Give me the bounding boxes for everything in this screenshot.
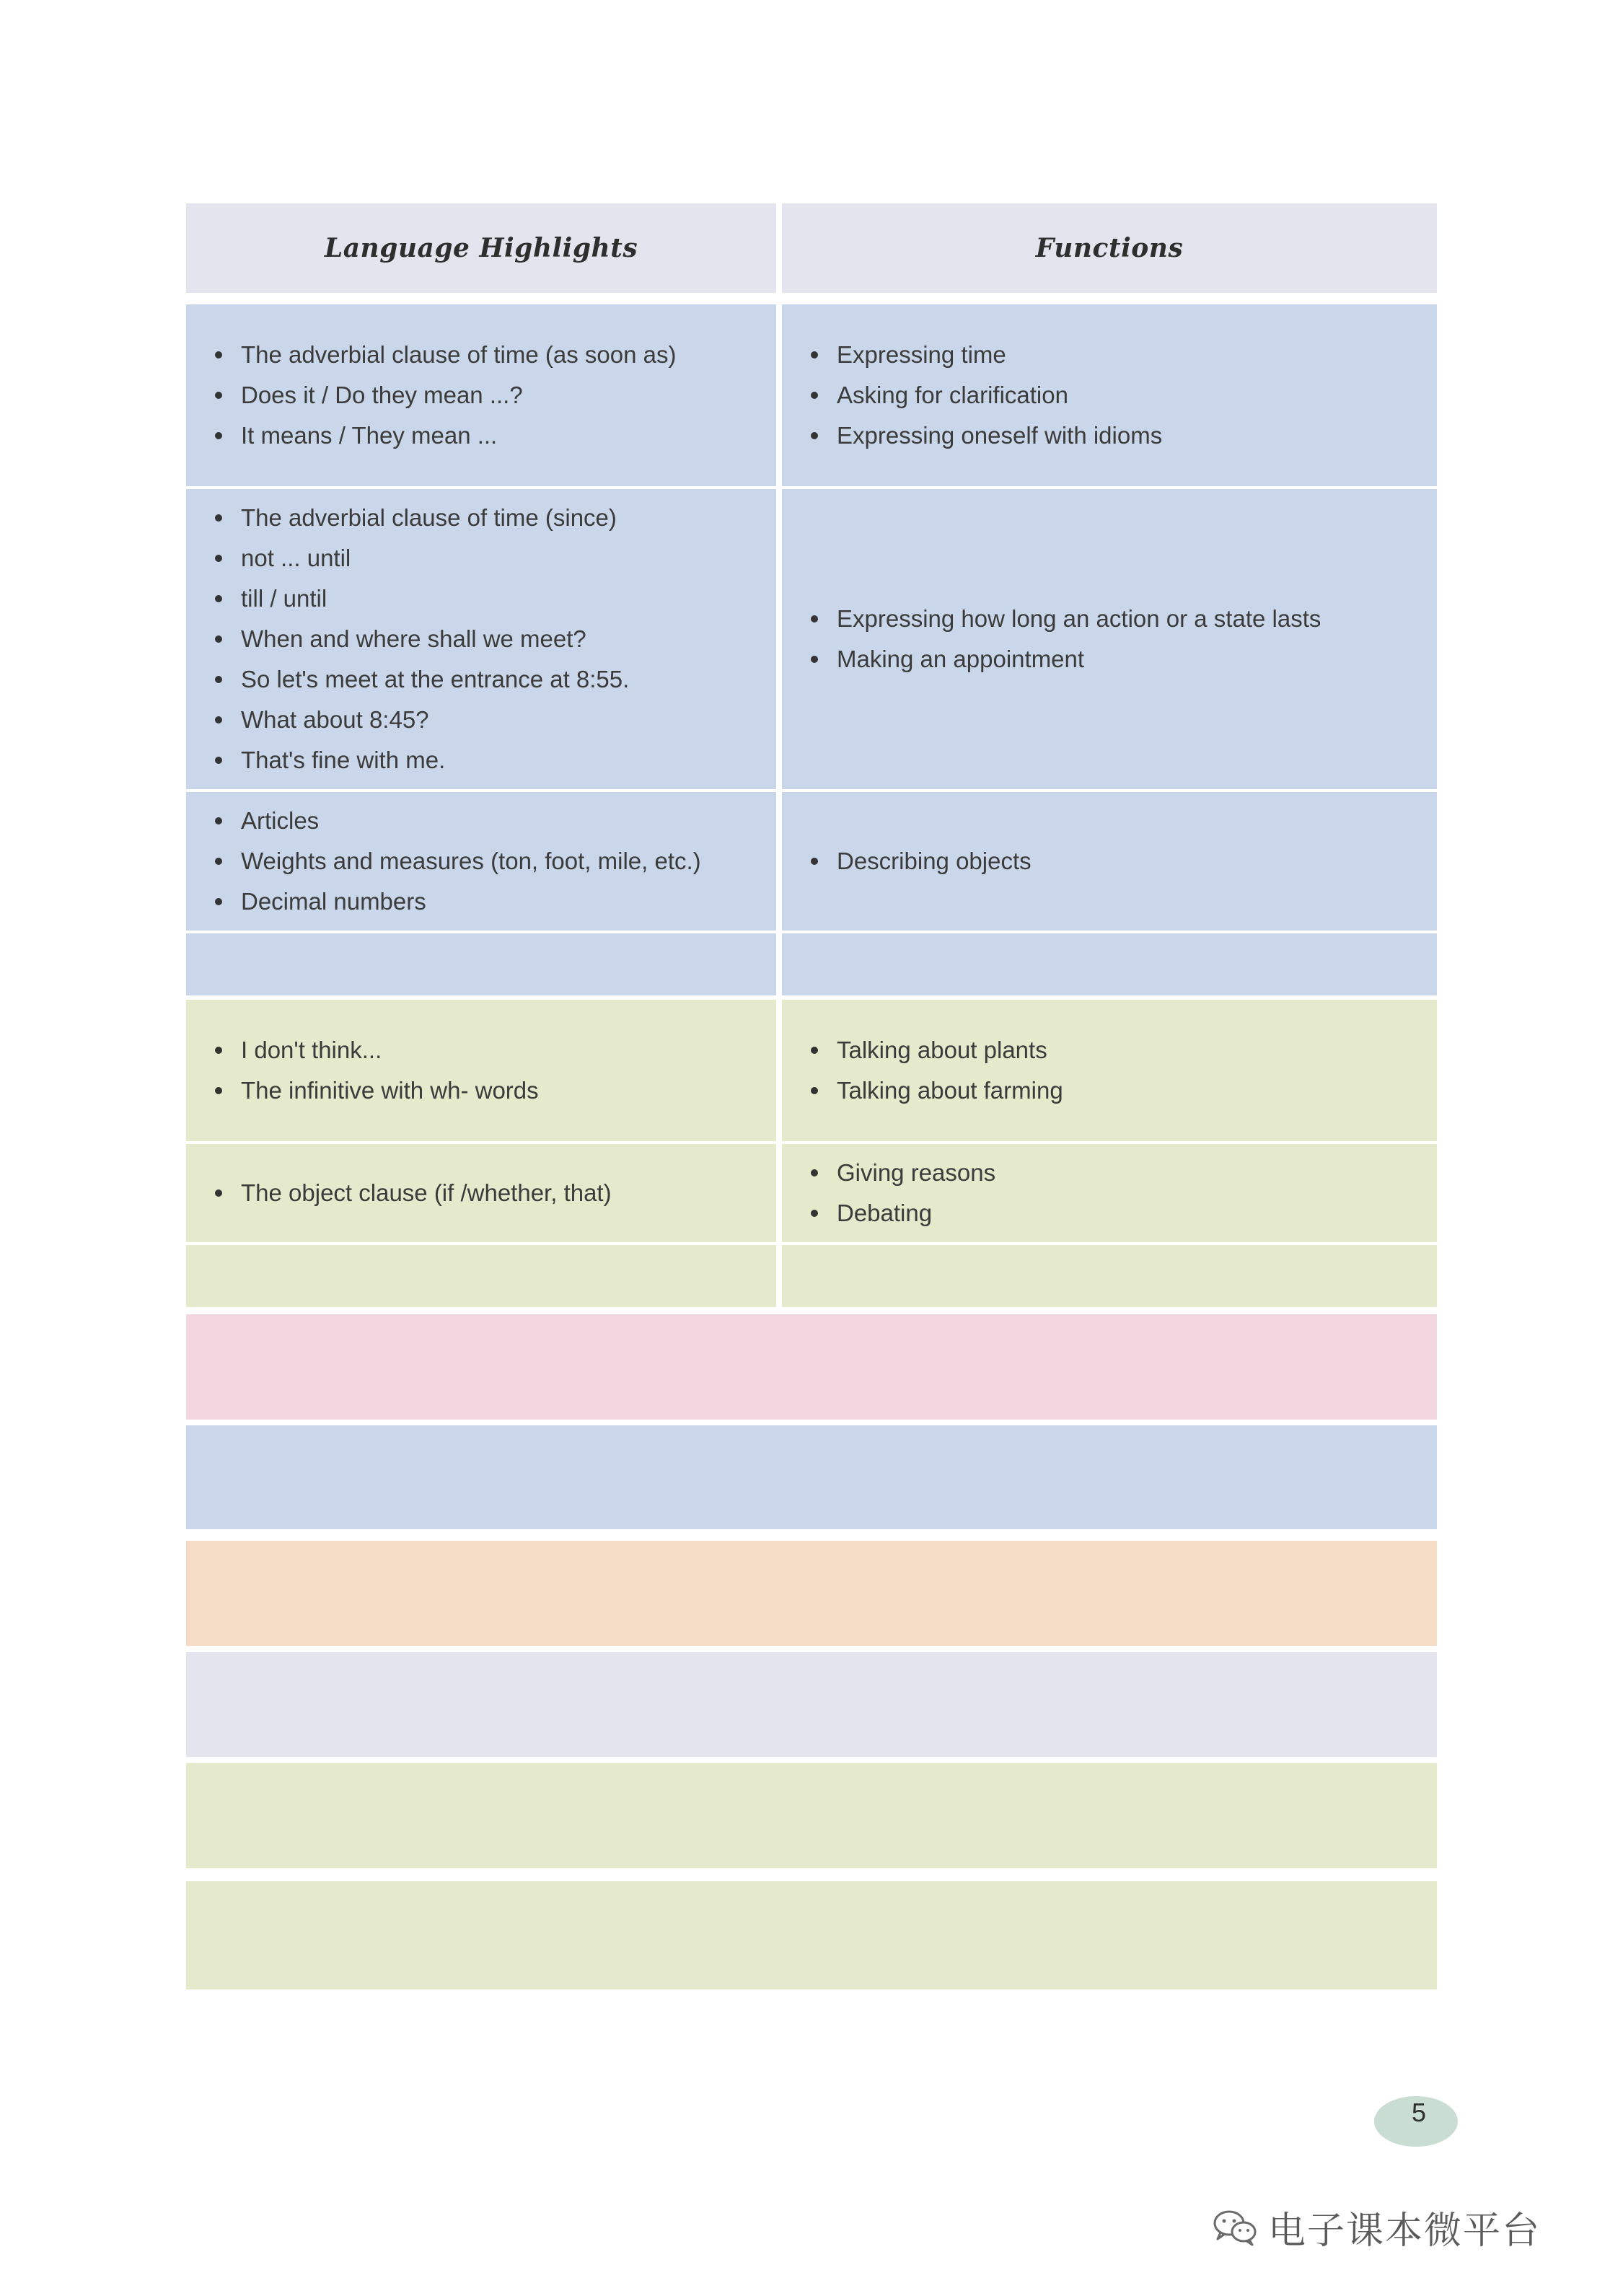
band-green [186,1763,1437,1868]
table-row [186,489,1437,789]
language-list [214,1030,776,1111]
list-item: I don't think... [214,1030,776,1070]
table-row [186,304,1437,486]
language-cell [186,304,776,486]
language-cell [186,792,776,931]
list-item: When and where shall we meet? [214,619,776,659]
list-item: The object clause (if /whether, that) [214,1173,776,1213]
functions-list [809,599,1437,679]
functions-cell-empty [782,933,1437,995]
list-item: That's fine with me. [214,740,776,780]
language-list [214,498,776,780]
list-item: Talking about plants [809,1030,1437,1070]
list-item: Describing objects [809,841,1437,881]
list-item: till / until [214,579,776,619]
list-item: Decimal numbers [214,881,776,922]
functions-cell-empty [782,1245,1437,1307]
list-item: Expressing how long an action or a state lasts [809,599,1437,639]
band-blue [186,1425,1437,1529]
list-item: Expressing oneself with idioms [809,415,1437,456]
list-item: Articles [214,801,776,841]
list-item: Making an appointment [809,639,1437,679]
band-cell [186,1881,1437,1989]
header-functions: Functions [1035,233,1184,263]
language-cell [186,1000,776,1141]
band-lavender [186,1652,1437,1757]
list-item: So let's meet at the entrance at 8:55. [214,659,776,700]
band-orange [186,1541,1437,1646]
band-cell [186,1652,1437,1757]
table-row [186,1000,1437,1141]
header-cell-language-highlights [186,203,776,293]
page-number-badge [1374,2096,1458,2147]
language-cell-empty [186,1245,776,1307]
language-list [214,801,776,922]
functions-cell [782,489,1437,789]
functions-cell [782,1144,1437,1242]
language-cell [186,1144,776,1242]
band-cell [186,1425,1437,1529]
band-cell [186,1314,1437,1420]
watermark [1212,2200,1541,2254]
band-green [186,1881,1437,1989]
functions-cell [782,304,1437,486]
language-cell-empty [186,933,776,995]
band-cell [186,1763,1437,1868]
list-item: not ... until [214,538,776,579]
table-header-row [186,203,1437,293]
header-language-highlights: Language Highlights [324,233,638,263]
functions-cell [782,792,1437,931]
list-item: Debating [809,1193,1437,1233]
header-cell-functions [782,203,1437,293]
list-item: What about 8:45? [214,700,776,740]
list-item: Does it / Do they mean ...? [214,375,776,415]
list-item: Expressing time [809,335,1437,375]
table-row-empty [186,933,1437,995]
list-item: The infinitive with wh- words [214,1070,776,1111]
list-item: The adverbial clause of time (as soon as) [214,335,776,375]
band-cell [186,1541,1437,1646]
language-list [214,1173,776,1213]
functions-list [809,335,1437,456]
page-number: 5 [1412,2098,1427,2127]
list-item: Asking for clarification [809,375,1437,415]
wechat-icon [1212,2207,1258,2248]
band-pink [186,1314,1437,1420]
table-row [186,1144,1437,1242]
functions-list [809,841,1437,881]
list-item: It means / They mean ... [214,415,776,456]
list-item: Giving reasons [809,1153,1437,1193]
functions-cell [782,1000,1437,1141]
watermark-text: 电子课本微平台 [1268,2209,1541,2253]
language-list [214,335,776,456]
table-row-empty [186,1245,1437,1307]
language-cell [186,489,776,789]
functions-list [809,1153,1437,1233]
table-row [186,792,1437,931]
list-item: The adverbial clause of time (since) [214,498,776,538]
functions-list [809,1030,1437,1111]
list-item: Weights and measures (ton, foot, mile, etc.) [214,841,776,881]
list-item: Talking about farming [809,1070,1437,1111]
